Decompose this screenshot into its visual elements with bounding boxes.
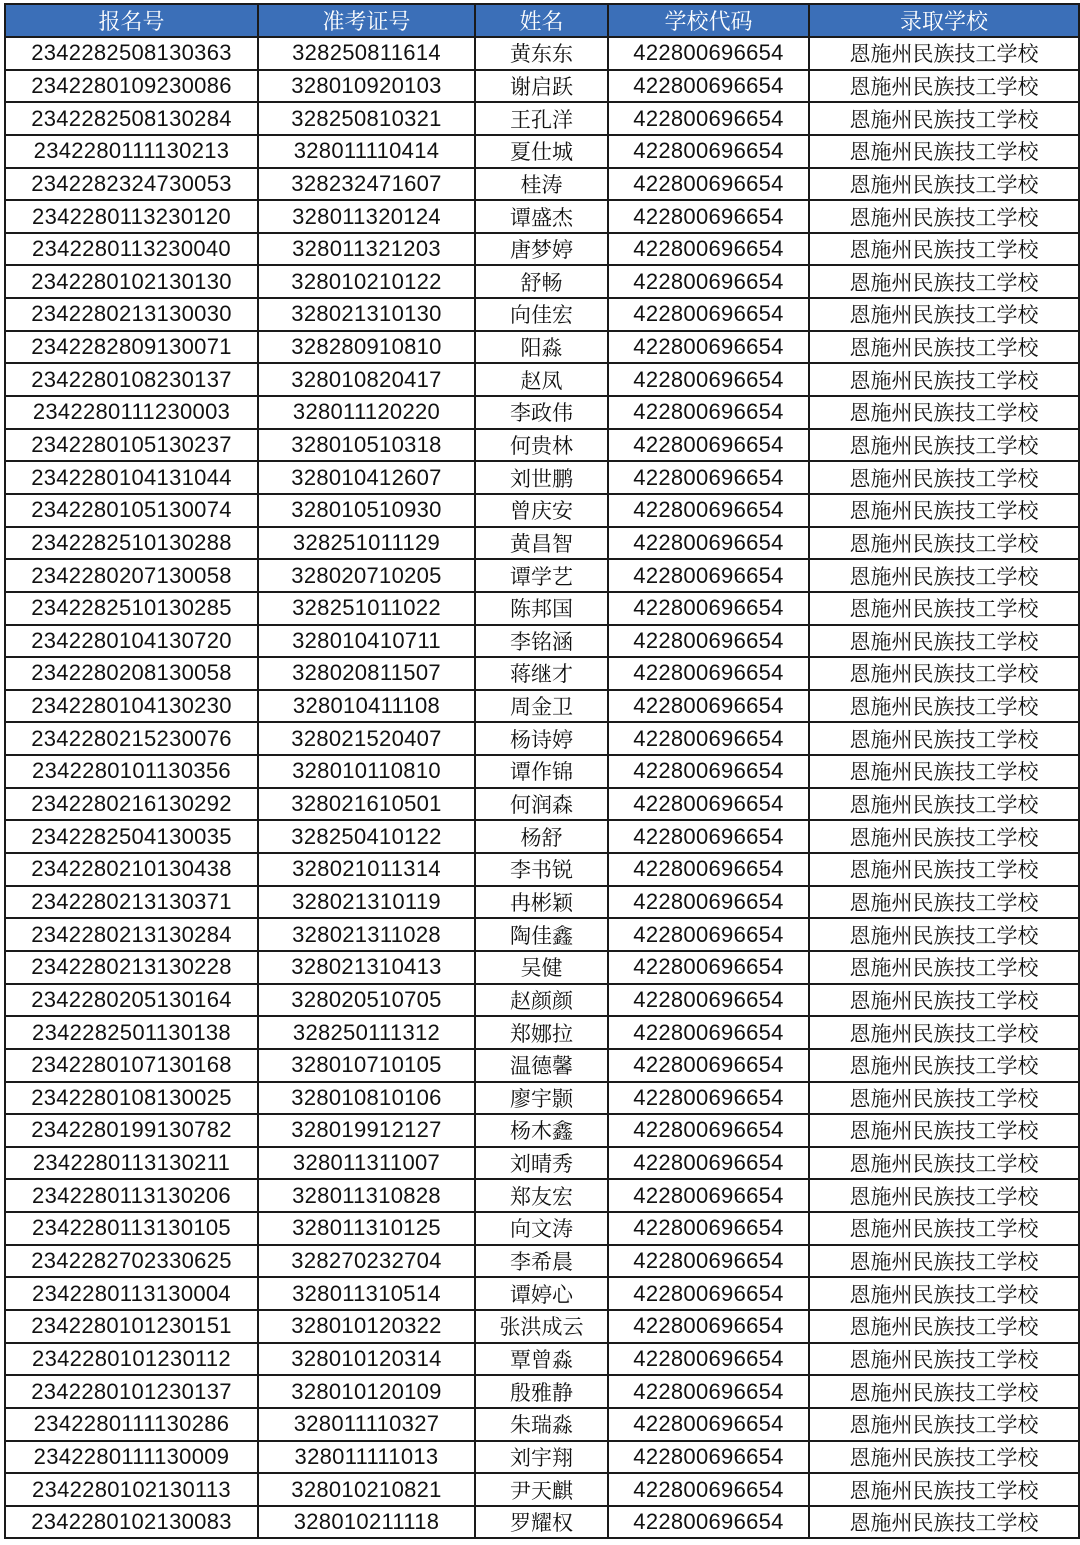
student-name-cell: 赵颜颜 (475, 984, 608, 1017)
school-code-cell: 422800696654 (608, 918, 809, 951)
admission-ticket-number-cell: 328232471607 (258, 168, 475, 201)
admission-ticket-number-cell: 328019912127 (258, 1114, 475, 1147)
registration-number-cell: 2342280111130286 (5, 1408, 258, 1441)
registration-number-cell: 2342280107130168 (5, 1049, 258, 1082)
table-row (5, 1212, 1079, 1245)
admission-ticket-number-cell: 328280910810 (258, 331, 475, 364)
admitted-school-cell: 恩施州民族技工学校 (809, 984, 1079, 1017)
table-row (5, 1016, 1079, 1049)
school-code-cell: 422800696654 (608, 1408, 809, 1441)
student-name-cell: 李希晨 (475, 1245, 608, 1278)
admission-ticket-number-cell: 328010810106 (258, 1082, 475, 1115)
school-code-cell: 422800696654 (608, 233, 809, 266)
admission-ticket-number-cell: 328010211118 (258, 1506, 475, 1539)
school-code-cell: 422800696654 (608, 331, 809, 364)
registration-number-cell: 2342282508130284 (5, 102, 258, 135)
school-code-cell: 422800696654 (608, 1179, 809, 1212)
admission-ticket-number-cell: 328010820417 (258, 363, 475, 396)
table-row (5, 1441, 1079, 1474)
school-code-cell: 422800696654 (608, 559, 809, 592)
registration-number-cell: 2342280101130356 (5, 755, 258, 788)
admitted-school-cell: 恩施州民族技工学校 (809, 1114, 1079, 1147)
school-code-cell: 422800696654 (608, 690, 809, 723)
school-code-cell: 422800696654 (608, 461, 809, 494)
table-row (5, 494, 1079, 527)
student-name-cell: 唐梦婷 (475, 233, 608, 266)
admission-ticket-number-cell: 328010120322 (258, 1310, 475, 1343)
school-code-cell: 422800696654 (608, 1212, 809, 1245)
admitted-school-cell: 恩施州民族技工学校 (809, 1375, 1079, 1408)
student-name-cell: 谭婷心 (475, 1277, 608, 1310)
student-name-cell: 曾庆安 (475, 494, 608, 527)
admission-ticket-number-cell: 328251011022 (258, 592, 475, 625)
table-row (5, 918, 1079, 951)
admission-ticket-number-cell: 328011110327 (258, 1408, 475, 1441)
admitted-school-cell: 恩施州民族技工学校 (809, 853, 1079, 886)
student-name-cell: 郑友宏 (475, 1179, 608, 1212)
registration-number-cell: 2342280208130058 (5, 657, 258, 690)
admitted-school-cell: 恩施州民族技工学校 (809, 722, 1079, 755)
admission-ticket-number-cell: 328010411108 (258, 690, 475, 723)
school-code-cell: 422800696654 (608, 1506, 809, 1539)
admitted-school-cell: 恩施州民族技工学校 (809, 1016, 1079, 1049)
admission-ticket-number-cell: 328020811507 (258, 657, 475, 690)
school-code-cell: 422800696654 (608, 1310, 809, 1343)
admitted-school-cell: 恩施州民族技工学校 (809, 396, 1079, 429)
registration-number-cell: 2342280215230076 (5, 722, 258, 755)
table-row (5, 1408, 1079, 1441)
admitted-school-cell: 恩施州民族技工学校 (809, 1441, 1079, 1474)
admission-ticket-number-cell: 328011311007 (258, 1147, 475, 1180)
student-name-cell: 桂涛 (475, 168, 608, 201)
admission-ticket-number-cell: 328251011129 (258, 527, 475, 560)
admitted-school-cell: 恩施州民族技工学校 (809, 1277, 1079, 1310)
admitted-school-cell: 恩施州民族技工学校 (809, 429, 1079, 462)
table-row (5, 1147, 1079, 1180)
registration-number-cell: 2342280199130782 (5, 1114, 258, 1147)
table-row (5, 527, 1079, 560)
admitted-school-cell: 恩施州民族技工学校 (809, 755, 1079, 788)
admission-ticket-number-cell: 328010210821 (258, 1473, 475, 1506)
registration-number-cell: 2342280113130105 (5, 1212, 258, 1245)
school-code-cell: 422800696654 (608, 200, 809, 233)
school-code-cell: 422800696654 (608, 135, 809, 168)
registration-number-cell: 2342282504130035 (5, 820, 258, 853)
student-name-cell: 刘晴秀 (475, 1147, 608, 1180)
student-name-cell: 阳淼 (475, 331, 608, 364)
registration-number-cell: 2342280205130164 (5, 984, 258, 1017)
admitted-school-cell: 恩施州民族技工学校 (809, 298, 1079, 331)
admission-ticket-number-cell: 328011120220 (258, 396, 475, 429)
student-name-cell: 陈邦国 (475, 592, 608, 625)
student-name-cell: 李政伟 (475, 396, 608, 429)
student-name-cell: 何润森 (475, 788, 608, 821)
table-row (5, 331, 1079, 364)
school-code-cell: 422800696654 (608, 102, 809, 135)
admitted-school-cell: 恩施州民族技工学校 (809, 1408, 1079, 1441)
student-name-cell: 温德馨 (475, 1049, 608, 1082)
admission-ticket-number-cell: 328011321203 (258, 233, 475, 266)
admission-ticket-number-cell: 328011320124 (258, 200, 475, 233)
table-row (5, 755, 1079, 788)
admission-table (4, 3, 1080, 1539)
registration-number-cell: 2342280102130130 (5, 265, 258, 298)
admitted-school-cell: 恩施州民族技工学校 (809, 363, 1079, 396)
table-row (5, 1473, 1079, 1506)
admission-ticket-number-cell: 328021311028 (258, 918, 475, 951)
registration-number-cell: 2342280104131044 (5, 461, 258, 494)
admitted-school-cell: 恩施州民族技工学校 (809, 135, 1079, 168)
registration-number-cell: 2342280104130720 (5, 625, 258, 658)
school-code-cell: 422800696654 (608, 657, 809, 690)
admission-ticket-number-cell: 328010920103 (258, 70, 475, 103)
admission-ticket-number-cell: 328010120109 (258, 1375, 475, 1408)
student-name-cell: 殷雅静 (475, 1375, 608, 1408)
registration-number-cell: 2342282809130071 (5, 331, 258, 364)
header-registration-number: 报名号 (5, 4, 258, 37)
school-code-cell: 422800696654 (608, 1343, 809, 1376)
registration-number-cell: 2342280105130074 (5, 494, 258, 527)
admission-ticket-number-cell: 328250810321 (258, 102, 475, 135)
admission-ticket-number-cell: 328010510930 (258, 494, 475, 527)
student-name-cell: 罗耀权 (475, 1506, 608, 1539)
admitted-school-cell: 恩施州民族技工学校 (809, 461, 1079, 494)
registration-number-cell: 2342280213130030 (5, 298, 258, 331)
admission-ticket-number-cell: 328021011314 (258, 853, 475, 886)
table-body (5, 37, 1079, 1538)
student-name-cell: 朱瑞淼 (475, 1408, 608, 1441)
student-name-cell: 李铭涵 (475, 625, 608, 658)
student-name-cell: 张洪成云 (475, 1310, 608, 1343)
table-row (5, 298, 1079, 331)
table-row (5, 820, 1079, 853)
registration-number-cell: 2342280108230137 (5, 363, 258, 396)
school-code-cell: 422800696654 (608, 625, 809, 658)
admitted-school-cell: 恩施州民族技工学校 (809, 1212, 1079, 1245)
student-name-cell: 陶佳鑫 (475, 918, 608, 951)
school-code-cell: 422800696654 (608, 363, 809, 396)
admission-ticket-number-cell: 328011310125 (258, 1212, 475, 1245)
admission-ticket-number-cell: 328021310119 (258, 886, 475, 919)
school-code-cell: 422800696654 (608, 298, 809, 331)
table-row (5, 461, 1079, 494)
table-row (5, 853, 1079, 886)
table-row (5, 1375, 1079, 1408)
admitted-school-cell: 恩施州民族技工学校 (809, 1179, 1079, 1212)
table-row (5, 886, 1079, 919)
admitted-school-cell: 恩施州民族技工学校 (809, 918, 1079, 951)
school-code-cell: 422800696654 (608, 1082, 809, 1115)
table-row (5, 690, 1079, 723)
school-code-cell: 422800696654 (608, 820, 809, 853)
table-row (5, 37, 1079, 70)
school-code-cell: 422800696654 (608, 1049, 809, 1082)
header-school-code: 学校代码 (608, 4, 809, 37)
registration-number-cell: 2342280113230120 (5, 200, 258, 233)
student-name-cell: 王孔洋 (475, 102, 608, 135)
registration-number-cell: 2342280113130004 (5, 1277, 258, 1310)
admitted-school-cell: 恩施州民族技工学校 (809, 657, 1079, 690)
student-name-cell: 吴健 (475, 951, 608, 984)
school-code-cell: 422800696654 (608, 1375, 809, 1408)
registration-number-cell: 2342280213130284 (5, 918, 258, 951)
student-name-cell: 谢启跃 (475, 70, 608, 103)
school-code-cell: 422800696654 (608, 853, 809, 886)
table-row (5, 984, 1079, 1017)
school-code-cell: 422800696654 (608, 37, 809, 70)
admitted-school-cell: 恩施州民族技工学校 (809, 1082, 1079, 1115)
student-name-cell: 廖宇颢 (475, 1082, 608, 1115)
table-row (5, 1179, 1079, 1212)
registration-number-cell: 2342280102130113 (5, 1473, 258, 1506)
admitted-school-cell: 恩施州民族技工学校 (809, 168, 1079, 201)
table-row (5, 135, 1079, 168)
student-name-cell: 刘世鹏 (475, 461, 608, 494)
header-student-name: 姓名 (475, 4, 608, 37)
table-row (5, 265, 1079, 298)
admitted-school-cell: 恩施州民族技工学校 (809, 886, 1079, 919)
admitted-school-cell: 恩施州民族技工学校 (809, 527, 1079, 560)
registration-number-cell: 2342280101230137 (5, 1375, 258, 1408)
admission-ticket-number-cell: 328011310828 (258, 1179, 475, 1212)
table-header (5, 4, 1079, 37)
admission-ticket-number-cell: 328011110414 (258, 135, 475, 168)
registration-number-cell: 2342280113130206 (5, 1179, 258, 1212)
student-name-cell: 刘宇翔 (475, 1441, 608, 1474)
registration-number-cell: 2342282324730053 (5, 168, 258, 201)
header-admission-ticket-number: 准考证号 (258, 4, 475, 37)
admission-ticket-number-cell: 328270232704 (258, 1245, 475, 1278)
school-code-cell: 422800696654 (608, 494, 809, 527)
table-row (5, 168, 1079, 201)
admission-ticket-number-cell: 328010120314 (258, 1343, 475, 1376)
header-row (5, 4, 1079, 37)
student-name-cell: 尹天麒 (475, 1473, 608, 1506)
student-name-cell: 杨诗婷 (475, 722, 608, 755)
table-row (5, 102, 1079, 135)
student-name-cell: 赵凤 (475, 363, 608, 396)
admitted-school-cell: 恩施州民族技工学校 (809, 1473, 1079, 1506)
admission-ticket-number-cell: 328010510318 (258, 429, 475, 462)
admission-ticket-number-cell: 328021520407 (258, 722, 475, 755)
table-row (5, 1343, 1079, 1376)
school-code-cell: 422800696654 (608, 1277, 809, 1310)
registration-number-cell: 2342280210130438 (5, 853, 258, 886)
admission-ticket-number-cell: 328010210122 (258, 265, 475, 298)
admission-ticket-number-cell: 328021310130 (258, 298, 475, 331)
registration-number-cell: 2342280207130058 (5, 559, 258, 592)
student-name-cell: 郑娜拉 (475, 1016, 608, 1049)
school-code-cell: 422800696654 (608, 1245, 809, 1278)
table-row (5, 429, 1079, 462)
table-row (5, 70, 1079, 103)
table-row (5, 788, 1079, 821)
admission-ticket-number-cell: 328010710105 (258, 1049, 475, 1082)
admission-ticket-number-cell: 328021310413 (258, 951, 475, 984)
school-code-cell: 422800696654 (608, 1473, 809, 1506)
admission-ticket-number-cell: 328250410122 (258, 820, 475, 853)
admission-ticket-number-cell: 328020710205 (258, 559, 475, 592)
student-name-cell: 覃曾淼 (475, 1343, 608, 1376)
school-code-cell: 422800696654 (608, 886, 809, 919)
table-row (5, 200, 1079, 233)
table-row (5, 625, 1079, 658)
admitted-school-cell: 恩施州民族技工学校 (809, 625, 1079, 658)
registration-number-cell: 2342282501130138 (5, 1016, 258, 1049)
school-code-cell: 422800696654 (608, 396, 809, 429)
registration-number-cell: 2342282510130285 (5, 592, 258, 625)
admission-ticket-number-cell: 328011310514 (258, 1277, 475, 1310)
student-name-cell: 冉彬颖 (475, 886, 608, 919)
student-name-cell: 谭作锦 (475, 755, 608, 788)
student-name-cell: 黄昌智 (475, 527, 608, 560)
registration-number-cell: 2342280111230003 (5, 396, 258, 429)
table-row (5, 1082, 1079, 1115)
admitted-school-cell: 恩施州民族技工学校 (809, 1343, 1079, 1376)
admitted-school-cell: 恩施州民族技工学校 (809, 1310, 1079, 1343)
admitted-school-cell: 恩施州民族技工学校 (809, 690, 1079, 723)
table-row (5, 1277, 1079, 1310)
admitted-school-cell: 恩施州民族技工学校 (809, 820, 1079, 853)
student-name-cell: 李书锐 (475, 853, 608, 886)
table-row (5, 592, 1079, 625)
school-code-cell: 422800696654 (608, 265, 809, 298)
student-name-cell: 蒋继才 (475, 657, 608, 690)
student-name-cell: 谭盛杰 (475, 200, 608, 233)
table-row (5, 233, 1079, 266)
admission-ticket-number-cell: 328010412607 (258, 461, 475, 494)
school-code-cell: 422800696654 (608, 722, 809, 755)
student-name-cell: 舒畅 (475, 265, 608, 298)
admitted-school-cell: 恩施州民族技工学校 (809, 1147, 1079, 1180)
admission-ticket-number-cell: 328010110810 (258, 755, 475, 788)
header-admitted-school: 录取学校 (809, 4, 1079, 37)
admitted-school-cell: 恩施州民族技工学校 (809, 70, 1079, 103)
school-code-cell: 422800696654 (608, 429, 809, 462)
school-code-cell: 422800696654 (608, 592, 809, 625)
admitted-school-cell: 恩施州民族技工学校 (809, 1049, 1079, 1082)
school-code-cell: 422800696654 (608, 951, 809, 984)
table-row (5, 722, 1079, 755)
registration-number-cell: 2342280213130228 (5, 951, 258, 984)
registration-number-cell: 2342280105130237 (5, 429, 258, 462)
school-code-cell: 422800696654 (608, 1147, 809, 1180)
student-name-cell: 向佳宏 (475, 298, 608, 331)
admitted-school-cell: 恩施州民族技工学校 (809, 592, 1079, 625)
registration-number-cell: 2342280213130371 (5, 886, 258, 919)
registration-number-cell: 2342280102130083 (5, 1506, 258, 1539)
school-code-cell: 422800696654 (608, 788, 809, 821)
admission-ticket-number-cell: 328020510705 (258, 984, 475, 1017)
registration-number-cell: 2342280101230112 (5, 1343, 258, 1376)
table-row (5, 1114, 1079, 1147)
school-code-cell: 422800696654 (608, 1441, 809, 1474)
table-row (5, 657, 1079, 690)
admitted-school-cell: 恩施州民族技工学校 (809, 331, 1079, 364)
registration-number-cell: 2342280109230086 (5, 70, 258, 103)
admitted-school-cell: 恩施州民族技工学校 (809, 37, 1079, 70)
table-row (5, 363, 1079, 396)
student-name-cell: 何贵林 (475, 429, 608, 462)
admitted-school-cell: 恩施州民族技工学校 (809, 200, 1079, 233)
admitted-school-cell: 恩施州民族技工学校 (809, 265, 1079, 298)
admitted-school-cell: 恩施州民族技工学校 (809, 102, 1079, 135)
table-row (5, 1310, 1079, 1343)
table-row (5, 559, 1079, 592)
admission-ticket-number-cell: 328250811614 (258, 37, 475, 70)
admitted-school-cell: 恩施州民族技工学校 (809, 788, 1079, 821)
admission-ticket-number-cell: 328010410711 (258, 625, 475, 658)
registration-number-cell: 2342280113130211 (5, 1147, 258, 1180)
admitted-school-cell: 恩施州民族技工学校 (809, 494, 1079, 527)
admission-ticket-number-cell: 328021610501 (258, 788, 475, 821)
registration-number-cell: 2342280108130025 (5, 1082, 258, 1115)
admitted-school-cell: 恩施州民族技工学校 (809, 1245, 1079, 1278)
student-name-cell: 向文涛 (475, 1212, 608, 1245)
student-name-cell: 杨舒 (475, 820, 608, 853)
table-row (5, 1506, 1079, 1539)
registration-number-cell: 2342280216130292 (5, 788, 258, 821)
school-code-cell: 422800696654 (608, 1114, 809, 1147)
table-row (5, 951, 1079, 984)
registration-number-cell: 2342280113230040 (5, 233, 258, 266)
table-row (5, 396, 1079, 429)
registration-number-cell: 2342280104130230 (5, 690, 258, 723)
registration-number-cell: 2342282508130363 (5, 37, 258, 70)
student-name-cell: 杨木鑫 (475, 1114, 608, 1147)
admission-ticket-number-cell: 328250111312 (258, 1016, 475, 1049)
registration-number-cell: 2342282510130288 (5, 527, 258, 560)
school-code-cell: 422800696654 (608, 755, 809, 788)
admitted-school-cell: 恩施州民族技工学校 (809, 559, 1079, 592)
table-row (5, 1049, 1079, 1082)
school-code-cell: 422800696654 (608, 168, 809, 201)
student-name-cell: 谭学艺 (475, 559, 608, 592)
admitted-school-cell: 恩施州民族技工学校 (809, 951, 1079, 984)
school-code-cell: 422800696654 (608, 70, 809, 103)
school-code-cell: 422800696654 (608, 527, 809, 560)
registration-number-cell: 2342280111130009 (5, 1441, 258, 1474)
school-code-cell: 422800696654 (608, 984, 809, 1017)
student-name-cell: 黄东东 (475, 37, 608, 70)
admitted-school-cell: 恩施州民族技工学校 (809, 233, 1079, 266)
registration-number-cell: 2342282702330625 (5, 1245, 258, 1278)
admission-ticket-number-cell: 328011111013 (258, 1441, 475, 1474)
table-row (5, 1245, 1079, 1278)
student-name-cell: 周金卫 (475, 690, 608, 723)
student-name-cell: 夏仕城 (475, 135, 608, 168)
school-code-cell: 422800696654 (608, 1016, 809, 1049)
registration-number-cell: 2342280101230151 (5, 1310, 258, 1343)
registration-number-cell: 2342280111130213 (5, 135, 258, 168)
admitted-school-cell: 恩施州民族技工学校 (809, 1506, 1079, 1539)
